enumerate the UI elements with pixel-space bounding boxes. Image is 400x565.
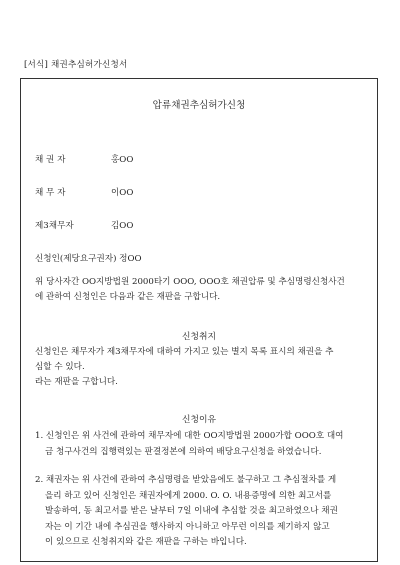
document-box bbox=[20, 78, 378, 562]
reason-line: 2. 채권자는 위 사건에 관하여 추심명령을 받았음에도 불구하고 그 추심절차를 게 bbox=[35, 475, 337, 485]
purpose-line: 신청인은 채무자가 제3채무자에 대하여 가지고 있는 별지 목록 표시의 채권을 추 bbox=[35, 347, 334, 357]
third-debtor-row bbox=[35, 219, 133, 231]
reasons-heading: 신청이유 bbox=[182, 415, 216, 425]
creditor-row bbox=[35, 153, 133, 165]
intro-line: 에 관하여 신청인은 다음과 같은 재판을 구합니다. bbox=[35, 292, 221, 302]
purpose-heading: 신청취지 bbox=[182, 332, 216, 342]
reason-line: 1. 신청인은 위 사건에 관하여 채무자에 대한 OO지방법원 2000가합 OOO호 대여 bbox=[35, 431, 344, 441]
debtor-row bbox=[35, 186, 133, 198]
third-debtor-name: 김OO bbox=[111, 221, 134, 231]
form-caption: [서식] 채권추심허가신청서 bbox=[24, 60, 128, 70]
debtor-name: 이OO bbox=[111, 188, 134, 198]
reason-line: 자는 이 기간 내에 추심권을 행사하지 아니하고 아무런 이의를 제기하지 않고 bbox=[45, 521, 330, 532]
debtor-label: 채 무 자 bbox=[35, 188, 66, 198]
intro-paragraph bbox=[35, 275, 367, 305]
reason-line: 금 청구사건의 집행력있는 판결정본에 의하여 배당요구신청을 하였습니다. bbox=[45, 446, 322, 457]
applicant-label: 신청인(제당요구권자) bbox=[35, 254, 117, 264]
purpose-paragraph bbox=[35, 345, 367, 390]
creditor-name: 홍OO bbox=[111, 155, 134, 165]
reason-line: 이 있으므로 신청취지와 같은 재판을 구하는 바입니다. bbox=[45, 537, 247, 547]
reason-item-2 bbox=[35, 473, 369, 551]
third-debtor-label: 제3채무자 bbox=[35, 221, 74, 231]
creditor-label: 채 권 자 bbox=[35, 155, 66, 165]
reason-item-1 bbox=[35, 429, 369, 460]
document-title: 압류채권추심허가신청 bbox=[152, 100, 246, 111]
purpose-line: 라는 재판을 구합니다. bbox=[35, 377, 118, 387]
purpose-line: 심할 수 있다. bbox=[35, 362, 85, 372]
reason-line: 을리 하고 있어 신청인은 채권자에게 2000. O. O. 내용증명에 의한 최고서를 bbox=[45, 490, 332, 501]
intro-line: 위 당사자간 OO지방법원 2000타기 OOO, OOO호 채권압류 및 추심명령신청사건 bbox=[35, 277, 345, 287]
reason-line: 발송하여, 동 최고서를 받은 날부터 7일 이내에 추심할 것을 최고하였으나 채권 bbox=[45, 506, 338, 516]
applicant-row bbox=[35, 252, 142, 264]
applicant-name: 정OO bbox=[119, 254, 142, 264]
